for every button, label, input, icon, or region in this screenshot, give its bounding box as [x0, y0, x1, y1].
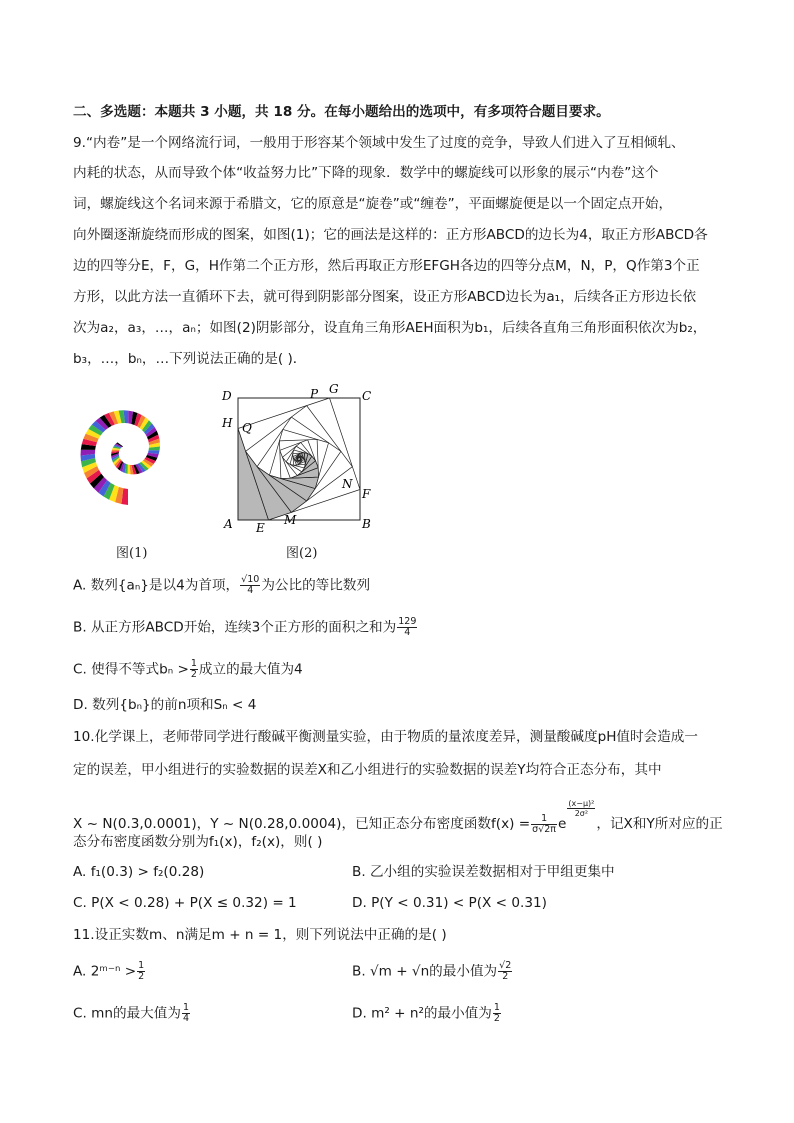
figure-1-caption: 图(1) — [116, 546, 148, 561]
frac-den: 2σ² — [574, 809, 589, 818]
label-A: A — [224, 517, 233, 531]
q10-option-a: A. f₁(0.3) > f₂(0.28) — [73, 864, 205, 880]
fraction — [531, 814, 557, 835]
fraction — [498, 961, 512, 982]
label-H: H — [222, 416, 233, 430]
q9-line-4: 向外圈逐渐旋绕而形成的图案，如图(1)；它的画法是这样的：正方形ABCD的边长为4，取正方形ABCD各 — [73, 227, 708, 243]
label-G: G — [329, 382, 339, 396]
q9-line-7: 次为a₂，a₃，…，aₙ；如图(2)阴影部分，设直角三角形AEH面积为b₁，后续各直角三角形面积依次为b₂， — [73, 320, 707, 336]
label-Q: Q — [242, 421, 252, 435]
label-P: P — [310, 387, 319, 401]
frac-num: 1 — [182, 1002, 190, 1013]
frac-num: 1 — [190, 658, 197, 669]
label-E: E — [256, 521, 265, 534]
frac-den: 2 — [138, 971, 145, 982]
q9-option-c-pre: C. 使得不等式bₙ > — [73, 661, 189, 678]
q9-line-5: 边的四等分E，F，G，H作第二个正方形，然后再取正方形EFGH各边的四等分点M，N，P，Q作第3个正 — [73, 258, 700, 274]
nested-squares-figure — [218, 382, 378, 534]
q10-line-2: 定的误差，甲小组进行的实验数据的误差X和乙小组进行的实验数据的误差Y均符合正态分布，其中 — [73, 762, 662, 778]
spiral-figure — [70, 388, 190, 528]
fraction — [493, 1003, 501, 1024]
section-heading: 二、多选题：本题共 3 小题，共 18 分。在每小题给出的选项中，有多项符合题目要求。 — [73, 104, 610, 120]
label-F: F — [362, 487, 371, 501]
exponent-fraction — [567, 799, 595, 818]
frac-den: 2 — [190, 669, 197, 680]
frac-num: √10 — [241, 574, 260, 585]
q11-option-b — [352, 961, 513, 982]
q9-line-6: 方形，以此方法一直循环下去，就可得到阴影部分图案，设正方形ABCD边长为a₁，后续各正方形边长依 — [73, 289, 697, 305]
spiral-drawing — [81, 410, 160, 505]
q9-option-c-post: 成立的最大值为4 — [198, 661, 303, 678]
q9-line-1: 9.“内卷”是一个网络流行词，一般用于形容某个领域中发生了过度的竞争，导致人们进入了互相倾轧、 — [73, 135, 685, 151]
fraction — [190, 659, 198, 680]
q9-option-c — [73, 659, 303, 680]
q10-line-3 — [73, 799, 723, 835]
q10-line-4: 态分布密度函数分别为f₁(x)，f₂(x)，则( ) — [73, 834, 323, 850]
frac-num: 129 — [398, 616, 417, 627]
q11-option-a-pre: A. 2ᵐ⁻ⁿ > — [73, 963, 137, 980]
label-M: M — [284, 513, 297, 527]
q9-option-b-pre: B. 从正方形ABCD开始，连续3个正方形的面积之和为 — [73, 619, 397, 636]
q10-line-3-post: ，记X和Y所对应的正 — [596, 816, 723, 832]
q9-line-8: b₃，…，bₙ，…下列说法正确的是( )． — [73, 351, 307, 367]
q9-option-b — [73, 617, 418, 638]
q11-option-c — [73, 1003, 191, 1024]
frac-den: 2 — [493, 1013, 500, 1024]
frac-den: 2 — [502, 971, 509, 982]
label-N: N — [342, 477, 353, 491]
q11-option-d — [352, 1003, 502, 1024]
q11-option-b-pre: B. √m + √n的最小值为 — [352, 963, 498, 980]
q10-line-3-pre: X ~ N(0.3,0.0001)，Y ~ N(0.28,0.0004)，已知正态分布密度函数f(x) = — [73, 816, 531, 832]
q9-option-a-pre: A. 数列{aₙ}是以4为首项， — [73, 577, 240, 594]
frac-den: 4 — [404, 627, 411, 638]
fraction — [137, 961, 145, 982]
fraction — [240, 575, 260, 596]
frac-num: 1 — [531, 814, 557, 825]
q11-option-c-pre: C. mn的最大值为 — [73, 1005, 181, 1022]
q11-option-d-pre: D. m² + n²的最小值为 — [352, 1005, 492, 1022]
frac-num: (x−μ)² — [568, 799, 595, 808]
q11-option-a — [73, 961, 146, 982]
frac-den: 4 — [247, 585, 254, 596]
exp-base: e — [558, 816, 567, 832]
q9-option-d: D. 数列{bₙ}的前n项和Sₙ < 4 — [73, 697, 257, 713]
q10-option-d: D. P(Y < 0.31) < P(X < 0.31) — [352, 895, 547, 911]
nested-squares-drawing — [238, 398, 360, 520]
frac-num: 1 — [493, 1002, 500, 1013]
frac-num: √2 — [499, 960, 512, 971]
q10-line-1: 10.化学课上，老师带同学进行酸碱平衡测量实验，由于物质的量浓度差异，测量酸碱度pH值时会造成一 — [73, 729, 698, 745]
frac-num: 1 — [138, 960, 145, 971]
q9-option-a-post: 为公比的等比数列 — [261, 577, 371, 594]
figure-2-caption: 图(2) — [286, 546, 318, 561]
q9-line-2: 内耗的状态，从而导致个体“收益努力比”下降的现象．数学中的螺旋线可以形象的展示“内卷”这个 — [73, 165, 659, 181]
label-B: B — [362, 517, 371, 531]
q10-option-b: B. 乙小组的实验误差数据相对于甲组更集中 — [352, 864, 615, 880]
q9-option-a — [73, 575, 370, 596]
q11-stem: 11.设正实数m、n满足m + n = 1，则下列说法中正确的是( ) — [73, 927, 447, 943]
label-D: D — [222, 389, 232, 403]
frac-den: 4 — [182, 1013, 190, 1024]
q9-line-3: 词，螺旋线这个名词来源于希腊文，它的原意是“旋卷”或“缠卷”，平面螺旋便是以一个固定点开始， — [73, 196, 673, 212]
frac-den: σ√2π — [532, 823, 557, 835]
fraction — [182, 1003, 190, 1024]
fraction — [397, 617, 417, 638]
label-C: C — [362, 389, 372, 403]
q10-option-c: C. P(X < 0.28) + P(X ≤ 0.32) = 1 — [73, 895, 297, 911]
